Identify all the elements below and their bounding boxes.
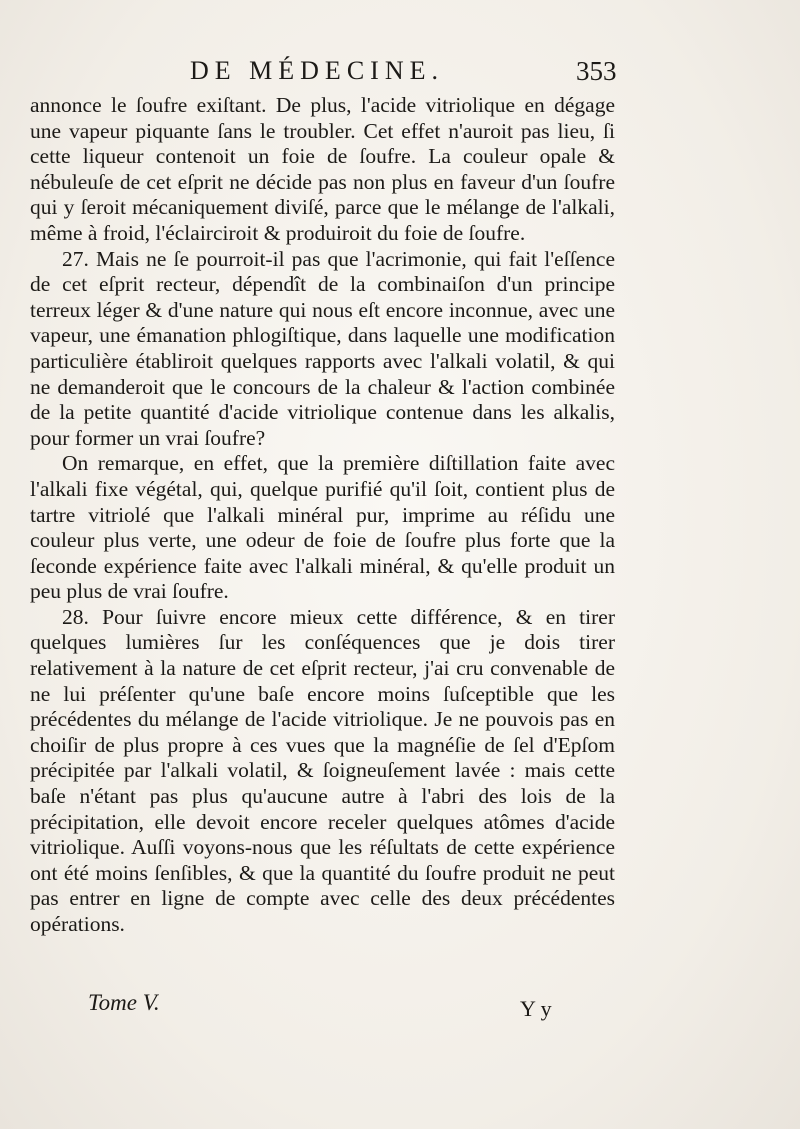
- volume-label: Tome V.: [88, 990, 160, 1015]
- page-footer: [0, 990, 800, 1030]
- paragraph-continued: annonce le ſoufre exiſtant. De plus, l'acide vitriolique en dégage une vapeur piquante ſans le troubler. Cet effet n'auroit pas lieu, ſi cette liqueur contenoit un foie de ſoufre. La couleur opale & nébuleuſe de cet eſprit ne décide pas non plus en faveur d'un ſoufre qui y ſeroit mécaniquement diviſé, parce que le mélange de l'alkali, même à froid, l'éclairciroit & produiroit du foie de ſoufre.: [30, 93, 615, 245]
- page-header: [0, 56, 800, 96]
- paragraph-remarque: On remarque, en effet, que la première diſtillation faite avec l'alkali fixe végétal, qui, quelque purifié qu'il ſoit, contient plus de tartre vitriolé que l'alkali minéral pur, imprime au réſidu une couleur plus verte, une odeur de foie de ſoufre plus forte que la ſeconde expérience faite avec l'alkali minéral, & qu'elle produit un peu plus de vrai ſoufre.: [30, 451, 615, 604]
- running-title: DE MÉDECINE.: [190, 56, 444, 85]
- signature-mark: Y y: [520, 996, 552, 1021]
- paragraph-28: 28. Pour ſuivre encore mieux cette différence, & en tirer quelques lumières ſur les conſéquences que je dois tirer relativement à la nature de cet eſprit recteur, j'ai cru convenable de ne lui préſenter qu'une baſe encore moins ſuſceptible que les précédentes du mélange de l'acide vitriolique. Je ne pouvois pas en choiſir de plus propre à ces vues que la magnéſie de ſel d'Epſom précipitée par l'alkali volatil, & ſoigneuſement lavée : mais cette baſe n'étant pas plus qu'aucune autre à l'abri des lois de la précipitation, elle devoit encore receler quelques atômes d'acide vitriolique. Auſſi voyons-nous que les réſultats de cette expérience ont été moins ſenſibles, & que la quantité du ſoufre produit ne peut pas entrer en ligne de compte avec celle des deux précédentes opérations.: [30, 604, 615, 936]
- body-text: [30, 93, 615, 938]
- page-number: 353: [576, 56, 617, 86]
- paragraph-27: 27. Mais ne ſe pourroit-il pas que l'acrimonie, qui fait l'eſſence de cet eſprit recteur, dépendît de la combinaiſon d'un principe terreux léger & d'une nature qui nous eſt encore inconnue, avec une vapeur, une émanation phlogiſtique, dans laquelle une modification particulière établiroit quelques rapports avec l'alkali volatil, & qui ne demanderoit que le concours de la chaleur & l'action combinée de la petite quantité d'acide vitriolique contenue dans les alkalis, pour former un vrai ſoufre?: [30, 246, 615, 450]
